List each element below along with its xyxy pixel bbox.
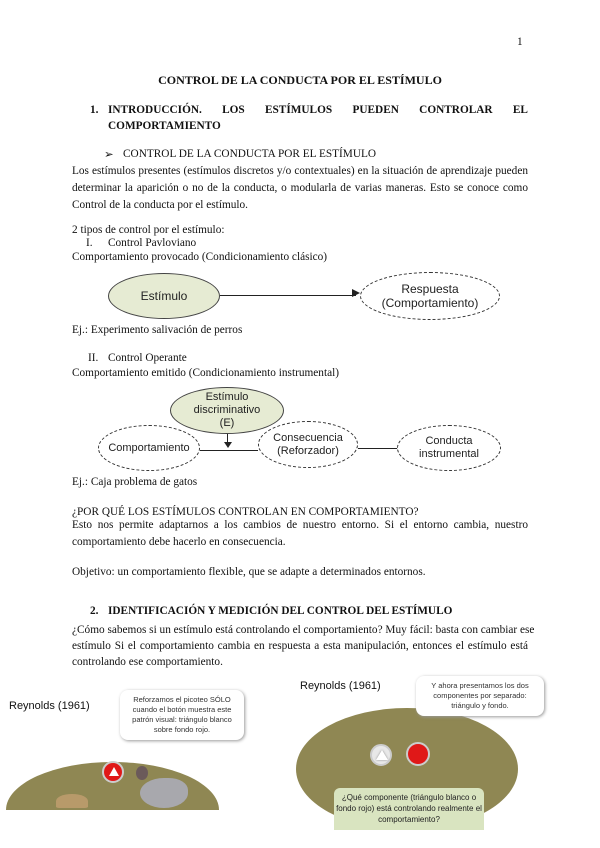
node-text: (E) xyxy=(219,417,235,429)
instrumental-node xyxy=(397,425,501,471)
node-text: Conducta xyxy=(425,435,473,447)
type2-label: Control Operante xyxy=(108,352,187,364)
paragraph-line: Esto nos permite adaptarnos a los cambios de nuestro entorno. Si el entorno cambia, nuestro xyxy=(72,519,528,531)
figure-label: Reynolds (1961) xyxy=(300,680,381,692)
types-intro: 2 tipos de control por el estímulo: xyxy=(72,224,225,236)
subheading: CONTROL DE LA CONDUCTA POR EL ESTÍMULO xyxy=(123,148,377,160)
type2-number: II. xyxy=(88,352,99,364)
section1-number: 1. xyxy=(90,104,99,116)
key-button-red-icon xyxy=(406,742,430,766)
section1-heading-line2: COMPORTAMIENTO xyxy=(108,120,221,132)
example2: Ej.: Caja problema de gatos xyxy=(72,476,198,488)
why-heading: ¿POR QUÉ LOS ESTÍMULOS CONTROLAN EN COMPORTAMIENTO? xyxy=(72,506,419,518)
stimulus-node: Estímulo xyxy=(108,273,220,319)
heading-word: CONTROLAR xyxy=(419,104,493,116)
example1: Ej.: Experimento salivación de perros xyxy=(72,324,243,336)
type1-description: Comportamiento provocado (Condicionamiento clásico) xyxy=(72,251,328,263)
key-button-triangle-icon xyxy=(102,761,124,783)
type2-description: Comportamiento emitido (Condicionamiento instrumental) xyxy=(72,367,339,379)
heading-word: INTRODUCCIÓN. xyxy=(108,104,202,116)
objective: Objetivo: un comportamiento flexible, que se adapte a determinados entornos. xyxy=(72,566,426,578)
heading-word: PUEDEN xyxy=(352,104,399,116)
arrow-head-icon xyxy=(352,289,360,297)
heading-word: LOS xyxy=(222,104,245,116)
figure-reynolds-2 xyxy=(296,670,596,830)
behavior-node: Comportamiento xyxy=(98,425,200,471)
type1-label: Control Pavloviano xyxy=(108,237,197,249)
speech-bubble: Y ahora presentamos los dos componentes por separado: triángulo y fondo. xyxy=(416,676,544,716)
heading-word: ESTÍMULOS xyxy=(264,104,333,116)
connector-line xyxy=(358,448,398,449)
paragraph-line: Los estímulos presentes (estímulos discretos y/o contextuales) en la situación de aprendizaje pueden xyxy=(72,165,528,177)
discriminative-stimulus-node xyxy=(170,387,284,434)
node-text: discriminativo xyxy=(193,404,261,416)
heading-word: EL xyxy=(512,104,528,116)
consequence-node xyxy=(258,421,358,468)
key-button-white-triangle-icon xyxy=(370,744,392,766)
arrow-down-icon xyxy=(224,442,232,448)
section1-heading xyxy=(108,104,528,116)
node-text: (Comportamiento) xyxy=(381,296,479,310)
node-text: Estímulo xyxy=(205,391,249,403)
question-box: ¿Qué componente (triángulo blanco o fondo rojo) está controlando realmente el comportamiento? xyxy=(334,788,484,830)
paragraph-line: estímulo Si el comportamiento cambia en respuesta a esta manipulación, entonces el estímulo está xyxy=(72,640,528,652)
grain-pile-icon xyxy=(56,794,88,808)
arrow-bullet-icon: ➢ xyxy=(104,149,114,161)
figure-reynolds-1 xyxy=(0,680,290,830)
node-text: Respuesta xyxy=(401,282,459,296)
paragraph-line: comportamiento debe hacerlo en consecuencia. xyxy=(72,536,286,548)
section2-heading: IDENTIFICACIÓN Y MEDICIÓN DEL CONTROL DEL ESTÍMULO xyxy=(108,605,453,617)
pigeon-icon xyxy=(140,778,188,808)
page-number: 1 xyxy=(517,36,523,48)
paragraph-line: ¿Cómo sabemos si un estímulo está controlando el comportamiento? Muy fácil: basta con cambiar ese xyxy=(72,624,535,636)
node-text: Consecuencia xyxy=(273,431,343,444)
connector-line xyxy=(200,450,258,451)
section2-number: 2. xyxy=(90,605,99,617)
paragraph-line: determinar la aparición o no de la conducta, o modularla de varias maneras. Esto se conoce como xyxy=(72,182,528,194)
figure-label: Reynolds (1961) xyxy=(9,700,90,712)
node-text: instrumental xyxy=(419,448,479,460)
response-node xyxy=(360,272,500,320)
paragraph-line: controlando ese comportamiento. xyxy=(72,656,223,668)
pigeon-head-icon xyxy=(136,766,148,780)
speech-bubble: Reforzamos el picoteo SÓLO cuando el botón muestra este patrón visual: triángulo blanco sobre fondo rojo. xyxy=(120,690,244,740)
page-title: CONTROL DE LA CONDUCTA POR EL ESTÍMULO xyxy=(158,73,442,87)
paragraph-line: Control de la conducta por el estímulo. xyxy=(72,199,249,211)
type1-number: I. xyxy=(86,237,93,249)
arrow-line xyxy=(220,295,356,296)
node-text: (Reforzador) xyxy=(277,444,339,457)
